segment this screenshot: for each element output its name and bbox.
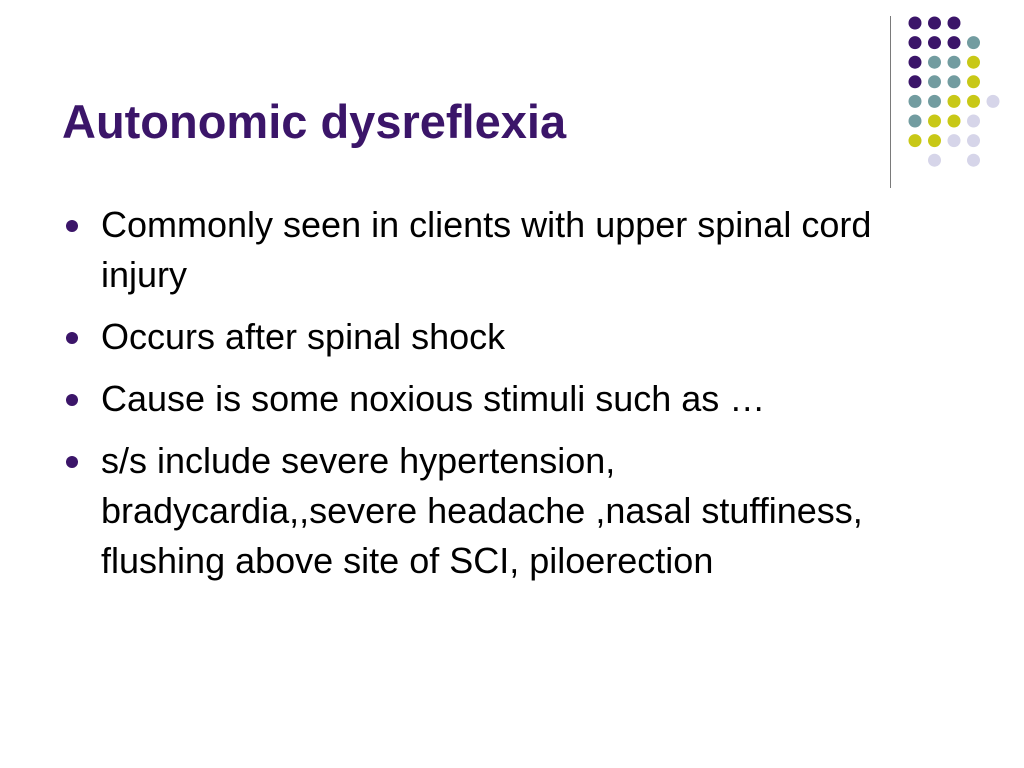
bullet-item — [60, 374, 940, 424]
decorative-dot — [948, 75, 961, 88]
decorative-dot — [928, 36, 941, 49]
decorative-dot — [967, 154, 980, 167]
decorative-dot — [928, 75, 941, 88]
decorative-dot — [909, 115, 922, 128]
decorative-dot-grid — [905, 12, 1015, 170]
decorative-dot — [987, 95, 1000, 108]
decorative-dot — [967, 75, 980, 88]
title-divider-line — [890, 16, 891, 188]
decorative-dot — [948, 95, 961, 108]
bullet-dot-icon — [66, 456, 78, 468]
decorative-dot — [948, 56, 961, 69]
decorative-dot — [909, 95, 922, 108]
decorative-dot — [948, 17, 961, 30]
decorative-dot — [928, 17, 941, 30]
decorative-dot — [909, 134, 922, 147]
bullet-item — [60, 200, 940, 300]
decorative-dot — [967, 36, 980, 49]
decorative-dot — [948, 134, 961, 147]
decorative-dot — [948, 115, 961, 128]
bullet-dot-icon — [66, 332, 78, 344]
decorative-dot — [909, 36, 922, 49]
slide-title: Autonomic dysreflexia — [62, 95, 567, 148]
decorative-dot — [948, 36, 961, 49]
decorative-dot — [967, 95, 980, 108]
decorative-dot — [909, 75, 922, 88]
decorative-dot — [967, 115, 980, 128]
bullet-text: Cause is some noxious stimuli such as … — [101, 378, 766, 419]
decorative-dot — [909, 17, 922, 30]
decorative-dot — [928, 154, 941, 167]
bullet-dot-icon — [66, 394, 78, 406]
decorative-dot — [909, 56, 922, 69]
decorative-dot — [967, 56, 980, 69]
bullet-text: s/s include severe hypertension, bradycardia,,severe headache ,nasal stuffiness, flushing above site of SCI, piloerection — [101, 440, 863, 581]
decorative-dot — [928, 95, 941, 108]
decorative-dot — [928, 134, 941, 147]
bullet-item — [60, 312, 940, 362]
decorative-dot — [928, 115, 941, 128]
bullet-text: Commonly seen in clients with upper spinal cord injury — [101, 204, 872, 295]
bullet-text: Occurs after spinal shock — [101, 316, 506, 357]
bullet-list — [60, 200, 940, 598]
bullet-item — [60, 436, 940, 586]
bullet-dot-icon — [66, 220, 78, 232]
decorative-dot — [967, 134, 980, 147]
decorative-dot — [928, 56, 941, 69]
